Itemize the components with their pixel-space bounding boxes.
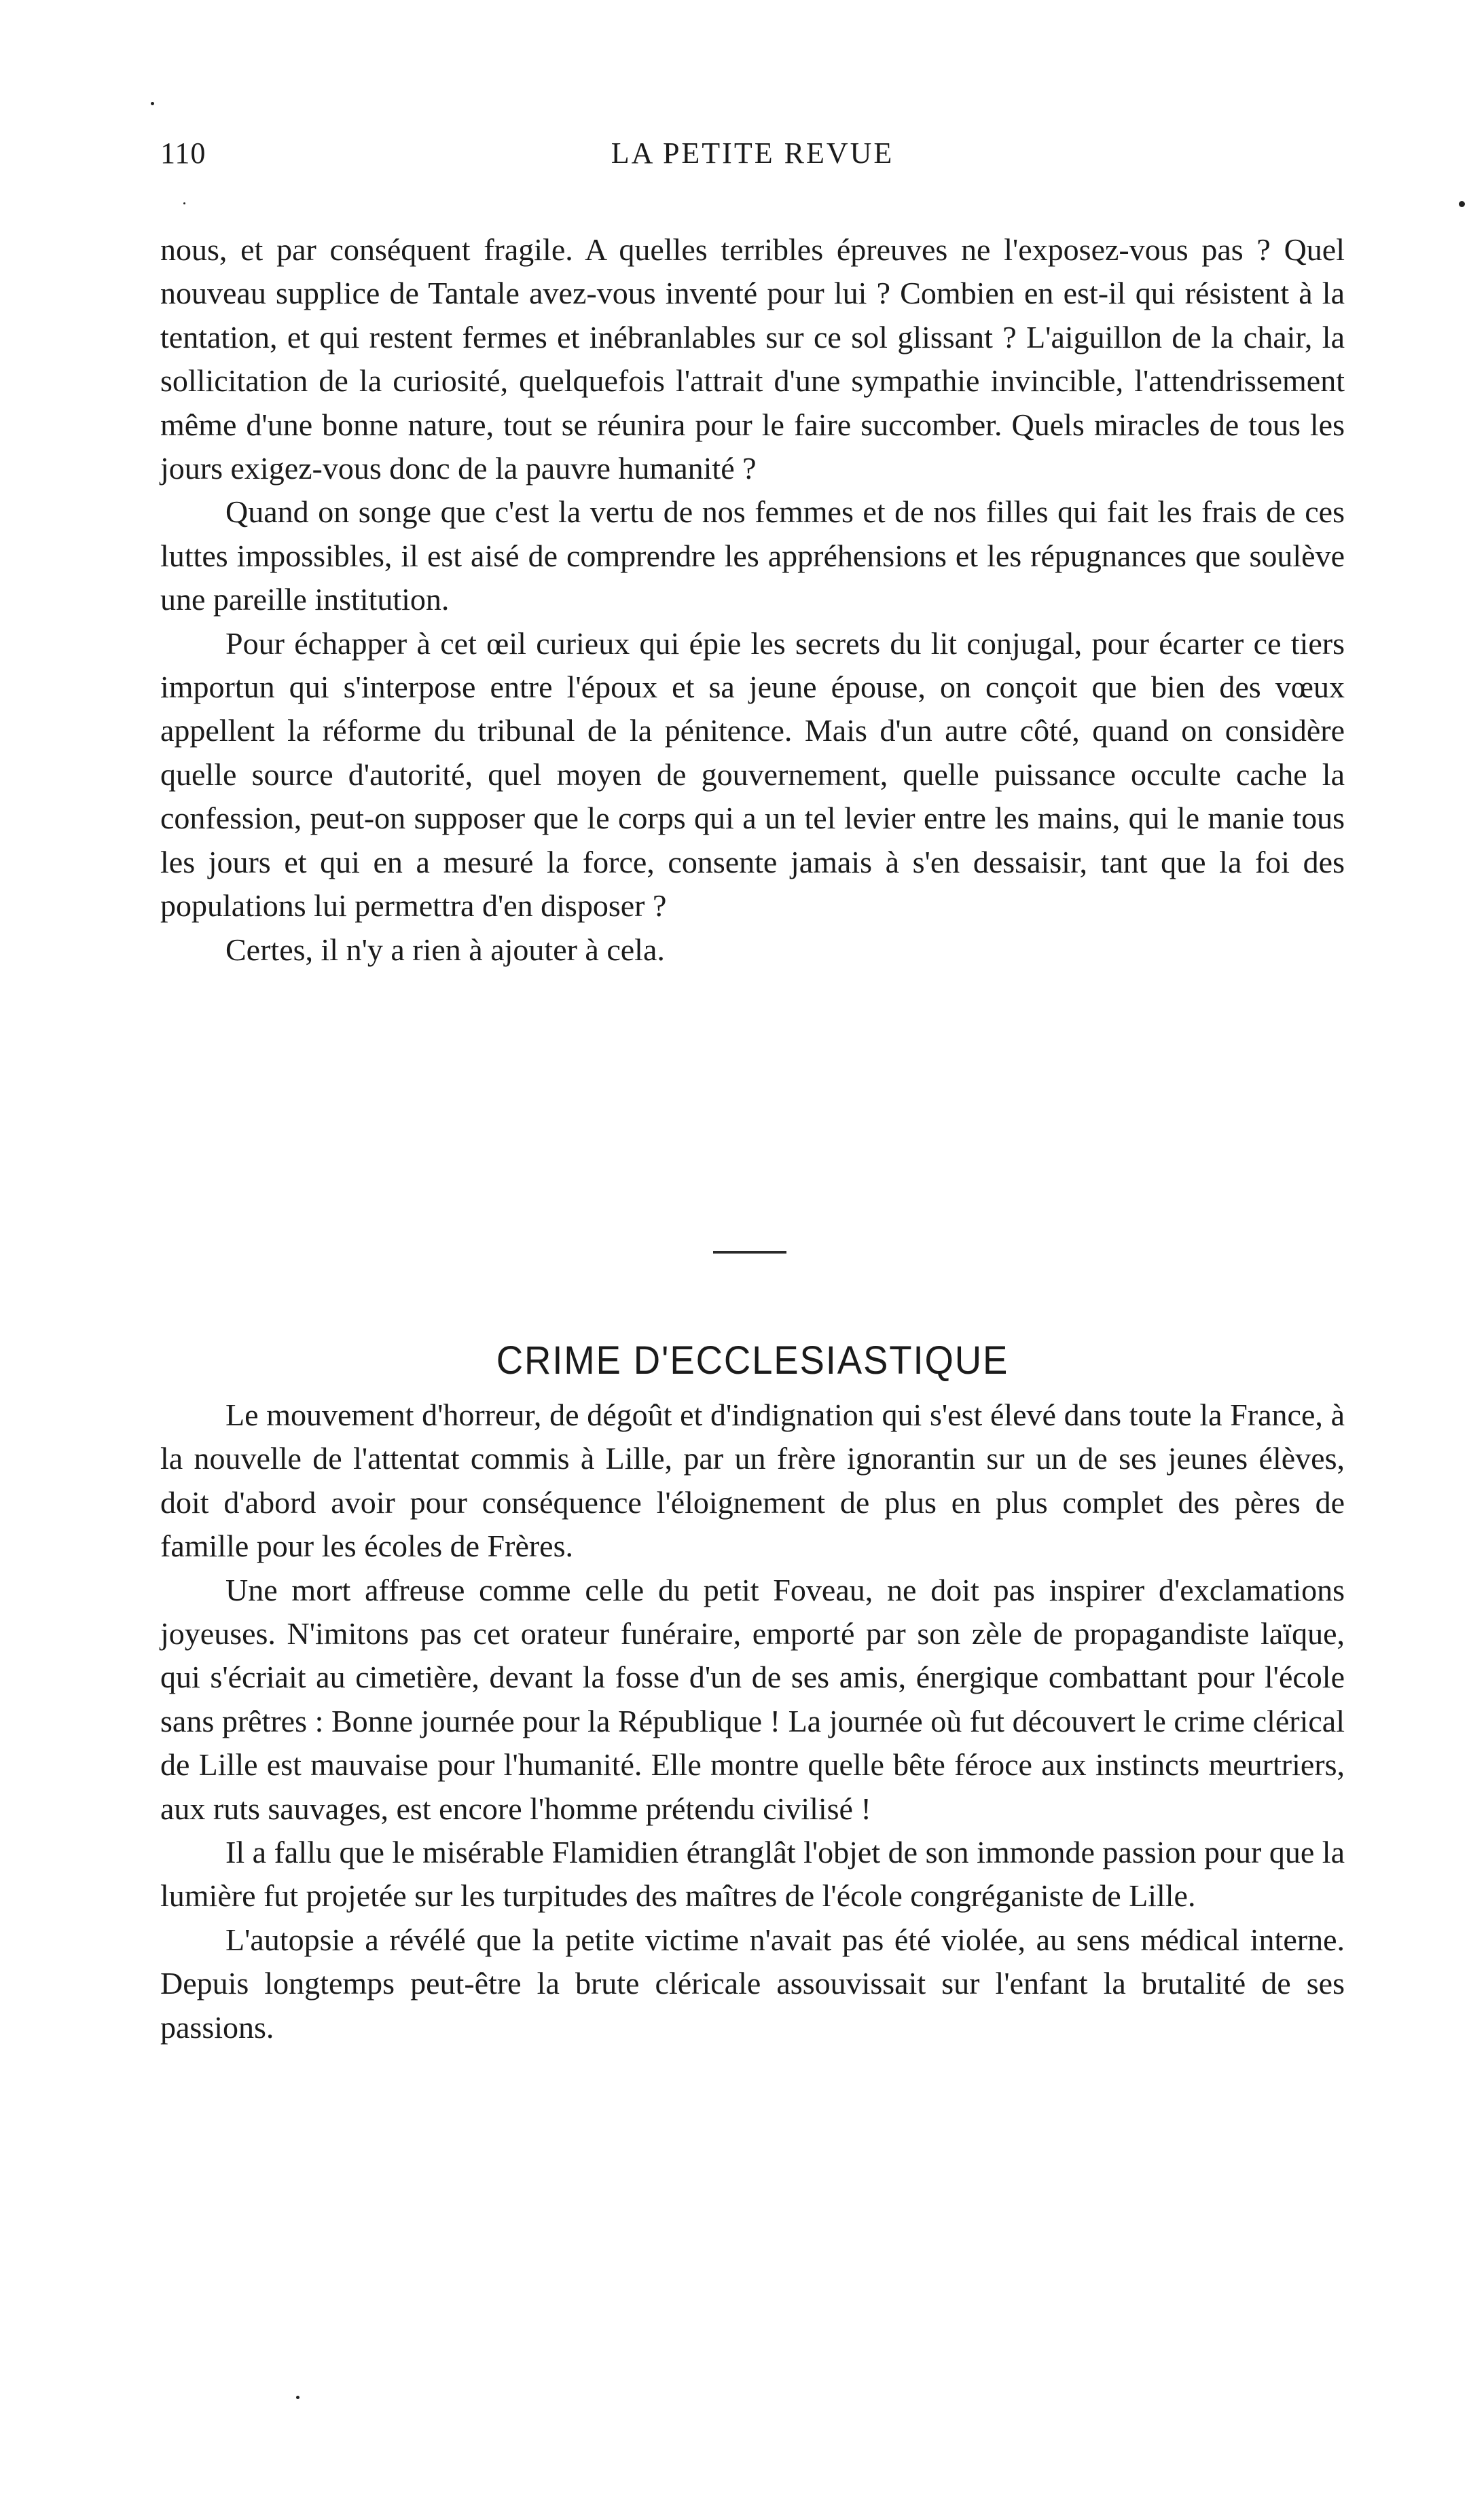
paragraph: L'autopsie a révélé que la petite victime n'avait pas été violée, au sens médical interne. Depuis longtemps peut-être la brute cléricale assouvissait sur l'enfant la brutalité de ses passions. — [160, 1922, 1345, 2045]
ink-speck — [1459, 201, 1465, 207]
paragraph: nous, et par conséquent fragile. A quelles terribles épreuves ne l'exposez-vous pas ? Quel nouveau supplice de Tantale avez-vous inventé pour lui ? Combien en est-il qui résistent à la tentation, et qui restent fermes et inébranlables sur ce sol glissant ? L'aiguillon de la chair, la sollicitation de la curiosité, quelquefois l'attrait d'une sympathie invincible, l'attendrissement même d'une bonne nature, tout se réunira pour le faire succomber. Quels miracles de tous les jours exigez-vous donc de la pauvre humanité ? — [160, 232, 1345, 486]
page-number: 110 — [160, 136, 206, 170]
paragraph: Une mort affreuse comme celle du petit Foveau, ne doit pas inspirer d'exclamations joyeuses. N'imitons pas cet orateur funéraire, emporté par son zèle de propagandiste laïque, qui s'écriait au cimetière, devant la fosse d'un de ses amis, énergique combattant pour l'école sans prêtres : Bonne journée pour la République ! La journée où fut découvert le crime clérical de Lille est mauvaise pour l'humanité. Elle montre quelle bête féroce aux instincts meurtriers, aux ruts sauvages, est encore l'homme prétendu civilisé ! — [160, 1572, 1345, 1826]
paragraph: Il a fallu que le misérable Flamidien étranglât l'objet de son immonde passion pour que la lumière fut projetée sur les turpitudes des maîtres de l'école congréganiste de Lille. — [160, 1835, 1345, 1914]
paragraph: Quand on songe que c'est la vertu de nos femmes et de nos filles qui fait les frais de ces luttes impossibles, il est aisé de comprendre les appréhensions et les répugnances que soulève une pareille institution. — [160, 494, 1345, 617]
continued-article-text — [160, 228, 1345, 972]
section-title: CRIME D'ECCLESIASTIQUE — [496, 1338, 1009, 1383]
page-header — [160, 136, 1345, 183]
ink-speck — [296, 2396, 300, 2399]
article-text — [160, 1393, 1345, 2049]
running-title: LA PETITE REVUE — [611, 136, 894, 170]
paragraph: Le mouvement d'horreur, de dégoût et d'indignation qui s'est élevé dans toute la France, à la nouvelle de l'attentat commis à Lille, par un frère ignorantin sur un de ses jeunes élèves, doit d'abord avoir pour conséquence l'éloignement de plus en plus complet des pères de famille pour les écoles de Frères. — [160, 1398, 1345, 1564]
ink-speck — [151, 102, 154, 105]
paragraph: Certes, il n'y a rien à ajouter à cela. — [225, 932, 665, 967]
ink-speck — [183, 202, 185, 204]
section-divider — [713, 1251, 786, 1254]
paragraph: Pour échapper à cet œil curieux qui épie les secrets du lit conjugal, pour écarter ce tiers importun qui s'interpose entre l'époux et sa jeune épouse, on conçoit que bien des vœux appellent la réforme du tribunal de la pénitence. Mais d'un autre côté, quand on considère quelle source d'autorité, quel moyen de gouvernement, quelle puissance occulte cache la confession, peut-on supposer que le corps qui a un tel levier entre les mains, qui le manie tous les jours et qui en a mesuré la force, consente jamais à s'en dessaisir, tant que la foi des populations lui permettra d'en disposer ? — [160, 625, 1345, 924]
